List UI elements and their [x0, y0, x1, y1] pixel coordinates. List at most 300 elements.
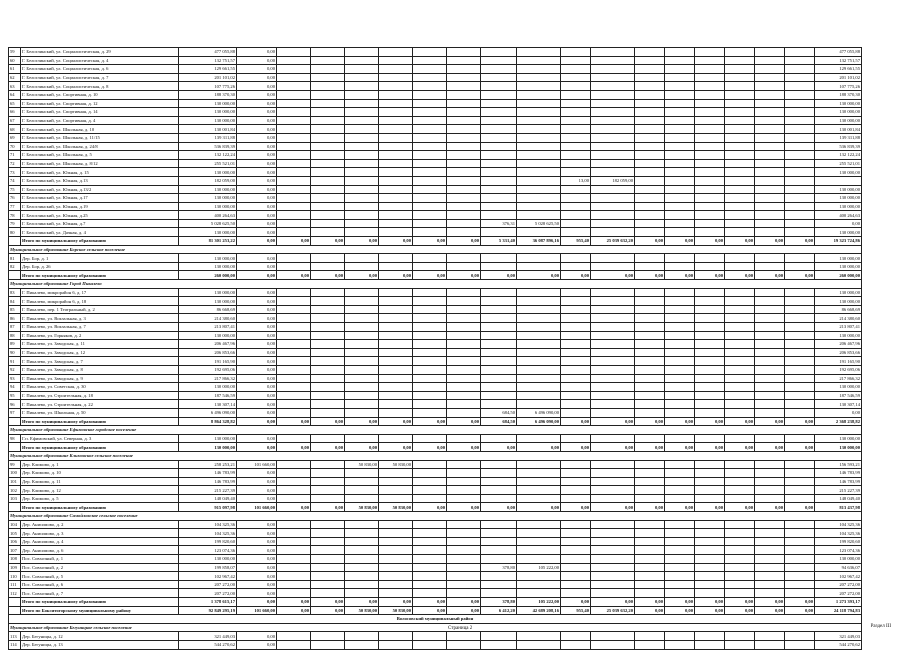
value-cell-d — [311, 572, 345, 581]
value-cell-l — [591, 486, 635, 495]
value-cell-r — [755, 65, 785, 74]
value-cell-f — [379, 572, 413, 581]
value-cell-m — [635, 537, 665, 546]
value-cell-l: 0,00 — [591, 503, 635, 512]
value-cell-c — [277, 297, 311, 306]
row-number: 69 — [9, 133, 21, 142]
value-cell-b: 0,00 — [237, 159, 277, 168]
value-cell-p — [695, 288, 725, 297]
value-cell-i — [481, 383, 517, 392]
value-cell-m — [635, 211, 665, 220]
table-row — [9, 228, 862, 237]
value-cell-b: 0,00 — [237, 211, 277, 220]
value-cell-k — [561, 563, 591, 572]
value-cell-s — [785, 82, 815, 91]
value-cell-k — [561, 323, 591, 332]
address-cell: Пос. Совхозный, д. 1 — [21, 555, 179, 564]
value-cell-m — [635, 65, 665, 74]
address-cell: Пос. Совхозный, д. 6 — [21, 580, 179, 589]
value-cell-c — [277, 176, 311, 185]
value-cell-b: 0,00 — [237, 228, 277, 237]
value-cell-c — [277, 348, 311, 357]
address-cell: Дер. Бор, д. 26 — [21, 262, 179, 271]
value-cell-b: 0,00 — [237, 555, 277, 564]
value-cell-t: 255 521,01 — [815, 159, 862, 168]
value-cell-c — [277, 529, 311, 538]
value-cell-q: 0,00 — [725, 443, 755, 452]
value-cell-h — [447, 460, 481, 469]
value-cell-i — [481, 580, 517, 589]
value-cell-l — [591, 348, 635, 357]
value-cell-l — [591, 99, 635, 108]
table-row — [9, 65, 862, 74]
value-cell-q — [725, 142, 755, 151]
value-cell-c — [277, 460, 311, 469]
value-cell-m: 0,00 — [635, 271, 665, 280]
value-cell-e — [345, 73, 379, 82]
table-row — [9, 408, 862, 417]
address-cell: Пос. Совхозный, д. 7 — [21, 589, 179, 598]
value-cell-t: 187 546,59 — [815, 391, 862, 400]
value-cell-t: 132 751,57 — [815, 56, 862, 65]
value-cell-b: 0,00 — [237, 434, 277, 443]
value-cell-b: 0,00 — [237, 82, 277, 91]
value-cell-s — [785, 211, 815, 220]
value-cell-q — [725, 383, 755, 392]
value-cell-k — [561, 580, 591, 589]
row-number: 102 — [9, 486, 21, 495]
value-cell-p — [695, 262, 725, 271]
total-row — [9, 237, 862, 246]
table-row — [9, 529, 862, 538]
address-cell: Г. Белоглинский, ул. Южная, д.13/2 — [21, 185, 179, 194]
value-cell-k — [561, 211, 591, 220]
value-cell-c — [277, 90, 311, 99]
value-cell-r — [755, 48, 785, 57]
value-cell-c — [277, 494, 311, 503]
value-cell-i — [481, 211, 517, 220]
value-cell-j — [517, 90, 561, 99]
value-cell-s — [785, 108, 815, 117]
value-cell-q — [725, 632, 755, 641]
value-cell-f — [379, 211, 413, 220]
value-cell-t: 199 820,60 — [815, 537, 862, 546]
table-row — [9, 391, 862, 400]
value-cell-h — [447, 151, 481, 160]
value-cell-g — [413, 469, 447, 478]
value-cell-l — [591, 537, 635, 546]
value-cell-e — [345, 82, 379, 91]
value-cell-s: 0,00 — [785, 271, 815, 280]
value-cell-c — [277, 400, 311, 409]
value-cell-a: 217 866,32 — [179, 374, 237, 383]
value-cell-c — [277, 73, 311, 82]
table-row — [9, 116, 862, 125]
value-cell-g — [413, 348, 447, 357]
value-cell-f — [379, 254, 413, 263]
value-cell-i — [481, 108, 517, 117]
value-cell-j — [517, 56, 561, 65]
value-cell-m — [635, 56, 665, 65]
value-cell-e: 50 830,00 — [345, 460, 379, 469]
value-cell-r — [755, 494, 785, 503]
row-number: 113 — [9, 632, 21, 641]
value-cell-a: 191 165,90 — [179, 357, 237, 366]
value-cell-c — [277, 469, 311, 478]
value-cell-e — [345, 572, 379, 581]
value-cell-t: 139 311,88 — [815, 133, 862, 142]
table-row — [9, 194, 862, 203]
value-cell-r — [755, 520, 785, 529]
value-cell-g — [413, 305, 447, 314]
value-cell-s — [785, 563, 815, 572]
value-cell-r — [755, 357, 785, 366]
address-cell: Дер. Климово, д. 1 — [21, 460, 179, 469]
value-cell-t: 130 000,00 — [815, 116, 862, 125]
value-cell-s — [785, 546, 815, 555]
value-cell-m — [635, 555, 665, 564]
table-row — [9, 125, 862, 134]
value-cell-o — [665, 194, 695, 203]
value-cell-b: 0,00 — [237, 73, 277, 82]
table-row — [9, 383, 862, 392]
value-cell-m — [635, 108, 665, 117]
value-cell-e — [345, 477, 379, 486]
value-cell-p: 0,00 — [695, 503, 725, 512]
value-cell-r — [755, 563, 785, 572]
value-cell-l — [591, 434, 635, 443]
value-cell-g — [413, 460, 447, 469]
value-cell-f — [379, 486, 413, 495]
value-cell-h — [447, 73, 481, 82]
value-cell-s — [785, 477, 815, 486]
value-cell-k — [561, 383, 591, 392]
value-cell-q — [725, 374, 755, 383]
value-cell-a: 130 000,00 — [179, 254, 237, 263]
value-cell-t: 104 325,36 — [815, 520, 862, 529]
value-cell-i: 0,00 — [481, 503, 517, 512]
value-cell-h — [447, 357, 481, 366]
value-cell-h — [447, 469, 481, 478]
value-cell-h — [447, 580, 481, 589]
value-cell-l — [591, 48, 635, 57]
value-cell-d — [311, 176, 345, 185]
value-cell-p — [695, 202, 725, 211]
value-cell-a: 81 301 253,22 — [179, 237, 237, 246]
value-cell-g — [413, 331, 447, 340]
value-cell-q — [725, 90, 755, 99]
value-cell-a: 130 000,00 — [179, 185, 237, 194]
value-cell-a: 102 967,42 — [179, 572, 237, 581]
value-cell-g — [413, 314, 447, 323]
value-cell-j — [517, 434, 561, 443]
value-cell-p — [695, 580, 725, 589]
table-row — [9, 494, 862, 503]
total-row — [9, 271, 862, 280]
address-cell: Г. Пикалево, ул. Советская, д. 30 — [21, 383, 179, 392]
row-number: 70 — [9, 142, 21, 151]
value-cell-i — [481, 288, 517, 297]
value-cell-e — [345, 185, 379, 194]
row-number: 114 — [9, 640, 21, 649]
value-cell-d — [311, 99, 345, 108]
value-cell-b: 0,00 — [237, 219, 277, 228]
total-row — [9, 606, 862, 615]
address-cell: Дер. Бегуницы, д. 13 — [21, 640, 179, 649]
value-cell-p — [695, 48, 725, 57]
value-cell-o — [665, 460, 695, 469]
value-cell-l — [591, 202, 635, 211]
value-cell-h — [447, 305, 481, 314]
value-cell-s — [785, 297, 815, 306]
value-cell-f: 50 830,00 — [379, 606, 413, 615]
value-cell-f — [379, 297, 413, 306]
value-cell-s — [785, 176, 815, 185]
address-cell: Г. Пикалево, ул. Горняков, д. 2 — [21, 331, 179, 340]
value-cell-h — [447, 537, 481, 546]
row-number: 109 — [9, 563, 21, 572]
value-cell-m — [635, 176, 665, 185]
value-cell-d — [311, 348, 345, 357]
value-cell-p — [695, 348, 725, 357]
value-cell-o — [665, 348, 695, 357]
value-cell-g — [413, 65, 447, 74]
value-cell-q — [725, 357, 755, 366]
value-cell-g — [413, 99, 447, 108]
value-cell-q — [725, 537, 755, 546]
value-cell-o — [665, 537, 695, 546]
value-cell-h — [447, 202, 481, 211]
value-cell-l — [591, 133, 635, 142]
value-cell-r — [755, 383, 785, 392]
value-cell-p — [695, 408, 725, 417]
value-cell-a: 255 521,01 — [179, 159, 237, 168]
value-cell-p — [695, 108, 725, 117]
value-cell-s — [785, 99, 815, 108]
value-cell-e — [345, 211, 379, 220]
value-cell-t: 130 307,14 — [815, 400, 862, 409]
section-title: Муниципальное образование Город Пикалево — [9, 280, 862, 289]
value-cell-i — [481, 537, 517, 546]
value-cell-t: 207 272,00 — [815, 580, 862, 589]
value-cell-c — [277, 65, 311, 74]
value-cell-h — [447, 262, 481, 271]
value-cell-t: 130 000,00 — [815, 185, 862, 194]
address-cell: Г. Пикалево, ул. Заводская, д. 11 — [21, 340, 179, 349]
value-cell-c: 0,00 — [277, 443, 311, 452]
value-cell-l — [591, 90, 635, 99]
section-title: Муниципальное образование Самойловское сельское поселение — [9, 512, 862, 521]
value-cell-b: 0,00 — [237, 632, 277, 641]
value-cell-r — [755, 168, 785, 177]
value-cell-f — [379, 219, 413, 228]
value-cell-e — [345, 288, 379, 297]
value-cell-a: 130 000,00 — [179, 99, 237, 108]
value-cell-q — [725, 65, 755, 74]
value-cell-p — [695, 219, 725, 228]
value-cell-f — [379, 99, 413, 108]
value-cell-l — [591, 400, 635, 409]
value-cell-a: 130 000,00 — [179, 288, 237, 297]
value-cell-f: 0,00 — [379, 237, 413, 246]
value-cell-i — [481, 460, 517, 469]
value-cell-b: 0,00 — [237, 56, 277, 65]
value-cell-o — [665, 357, 695, 366]
row-number: 79 — [9, 219, 21, 228]
value-cell-b: 0,00 — [237, 598, 277, 607]
row-number: 77 — [9, 202, 21, 211]
table-row — [9, 520, 862, 529]
value-cell-o: 0,00 — [665, 598, 695, 607]
value-cell-d — [311, 288, 345, 297]
value-cell-h — [447, 314, 481, 323]
value-cell-d — [311, 297, 345, 306]
value-cell-s — [785, 142, 815, 151]
value-cell-c — [277, 185, 311, 194]
value-cell-d: 0,00 — [311, 417, 345, 426]
value-cell-g — [413, 288, 447, 297]
value-cell-t: 536 839,39 — [815, 142, 862, 151]
value-cell-a: 130 000,00 — [179, 168, 237, 177]
section-title: Муниципальное образование Борское сельское поселение — [9, 245, 862, 254]
value-cell-i — [481, 546, 517, 555]
table-row — [9, 185, 862, 194]
value-cell-s — [785, 529, 815, 538]
value-cell-r — [755, 125, 785, 134]
value-cell-l — [591, 254, 635, 263]
value-cell-j — [517, 365, 561, 374]
value-cell-d — [311, 520, 345, 529]
value-cell-b: 0,00 — [237, 305, 277, 314]
value-cell-s — [785, 151, 815, 160]
value-cell-s — [785, 340, 815, 349]
value-cell-b: 0,00 — [237, 202, 277, 211]
value-cell-i — [481, 434, 517, 443]
value-cell-b: 0,00 — [237, 271, 277, 280]
value-cell-s: 0,00 — [785, 503, 815, 512]
value-cell-h — [447, 185, 481, 194]
value-cell-b: 0,00 — [237, 400, 277, 409]
value-cell-f — [379, 383, 413, 392]
value-cell-i — [481, 632, 517, 641]
value-cell-j — [517, 340, 561, 349]
value-cell-d — [311, 555, 345, 564]
value-cell-a: 146 783,99 — [179, 477, 237, 486]
value-cell-h — [447, 589, 481, 598]
value-cell-i: 376,31 — [481, 219, 517, 228]
value-cell-i — [481, 357, 517, 366]
value-cell-j — [517, 331, 561, 340]
value-cell-s — [785, 56, 815, 65]
value-cell-e — [345, 254, 379, 263]
row-number: 107 — [9, 546, 21, 555]
value-cell-h — [447, 383, 481, 392]
row-number: 104 — [9, 520, 21, 529]
value-cell-m — [635, 529, 665, 538]
value-cell-b: 0,00 — [237, 194, 277, 203]
value-cell-t: 321 449,03 — [815, 632, 862, 641]
row-number — [9, 237, 21, 246]
value-cell-s — [785, 228, 815, 237]
value-cell-j — [517, 477, 561, 486]
address-cell: Дер. Анисимово, д. 6 — [21, 546, 179, 555]
value-cell-t: 191 165,90 — [815, 357, 862, 366]
value-cell-f — [379, 640, 413, 649]
value-cell-h — [447, 563, 481, 572]
value-cell-r — [755, 580, 785, 589]
value-cell-b: 101 660,00 — [237, 460, 277, 469]
row-number: 97 — [9, 408, 21, 417]
value-cell-t: 215 227,39 — [815, 486, 862, 495]
value-cell-t: 130 000,00 — [815, 297, 862, 306]
value-cell-p — [695, 460, 725, 469]
value-cell-f — [379, 142, 413, 151]
value-cell-q — [725, 486, 755, 495]
row-number: 82 — [9, 262, 21, 271]
value-cell-l — [591, 73, 635, 82]
value-cell-h — [447, 142, 481, 151]
table-row — [9, 288, 862, 297]
value-cell-h — [447, 323, 481, 332]
table-row — [9, 555, 862, 564]
value-cell-i — [481, 65, 517, 74]
value-cell-p — [695, 365, 725, 374]
value-cell-q — [725, 331, 755, 340]
table-row — [9, 365, 862, 374]
value-cell-o — [665, 365, 695, 374]
value-cell-k: 0,00 — [561, 443, 591, 452]
value-cell-g — [413, 262, 447, 271]
address-cell: Г. Пикалево, ул. Заводская, д. 7 — [21, 357, 179, 366]
value-cell-d — [311, 305, 345, 314]
value-cell-b: 0,00 — [237, 546, 277, 555]
table-row — [9, 73, 862, 82]
row-number: 81 — [9, 254, 21, 263]
row-number: 105 — [9, 529, 21, 538]
value-cell-s — [785, 572, 815, 581]
value-cell-d — [311, 125, 345, 134]
value-cell-l: 0,00 — [591, 271, 635, 280]
address-cell: Г. Белоглинский, ул. Школьная, д. 5 — [21, 151, 179, 160]
value-cell-d — [311, 365, 345, 374]
value-cell-s — [785, 314, 815, 323]
value-cell-d — [311, 90, 345, 99]
value-cell-o — [665, 142, 695, 151]
value-cell-t: 201 101,02 — [815, 73, 862, 82]
value-cell-l — [591, 572, 635, 581]
value-cell-h — [447, 391, 481, 400]
value-cell-g — [413, 529, 447, 538]
value-cell-e — [345, 391, 379, 400]
value-cell-a: 130 000,00 — [179, 443, 237, 452]
value-cell-s: 0,00 — [785, 598, 815, 607]
value-cell-s — [785, 48, 815, 57]
value-cell-m — [635, 202, 665, 211]
value-cell-l — [591, 365, 635, 374]
value-cell-m — [635, 323, 665, 332]
value-cell-j — [517, 65, 561, 74]
value-cell-q — [725, 494, 755, 503]
value-cell-j — [517, 116, 561, 125]
value-cell-m — [635, 546, 665, 555]
value-cell-j — [517, 142, 561, 151]
value-cell-s — [785, 331, 815, 340]
value-cell-k — [561, 116, 591, 125]
row-number — [9, 417, 21, 426]
value-cell-q — [725, 572, 755, 581]
value-cell-a: 129 661,55 — [179, 65, 237, 74]
value-cell-o — [665, 168, 695, 177]
